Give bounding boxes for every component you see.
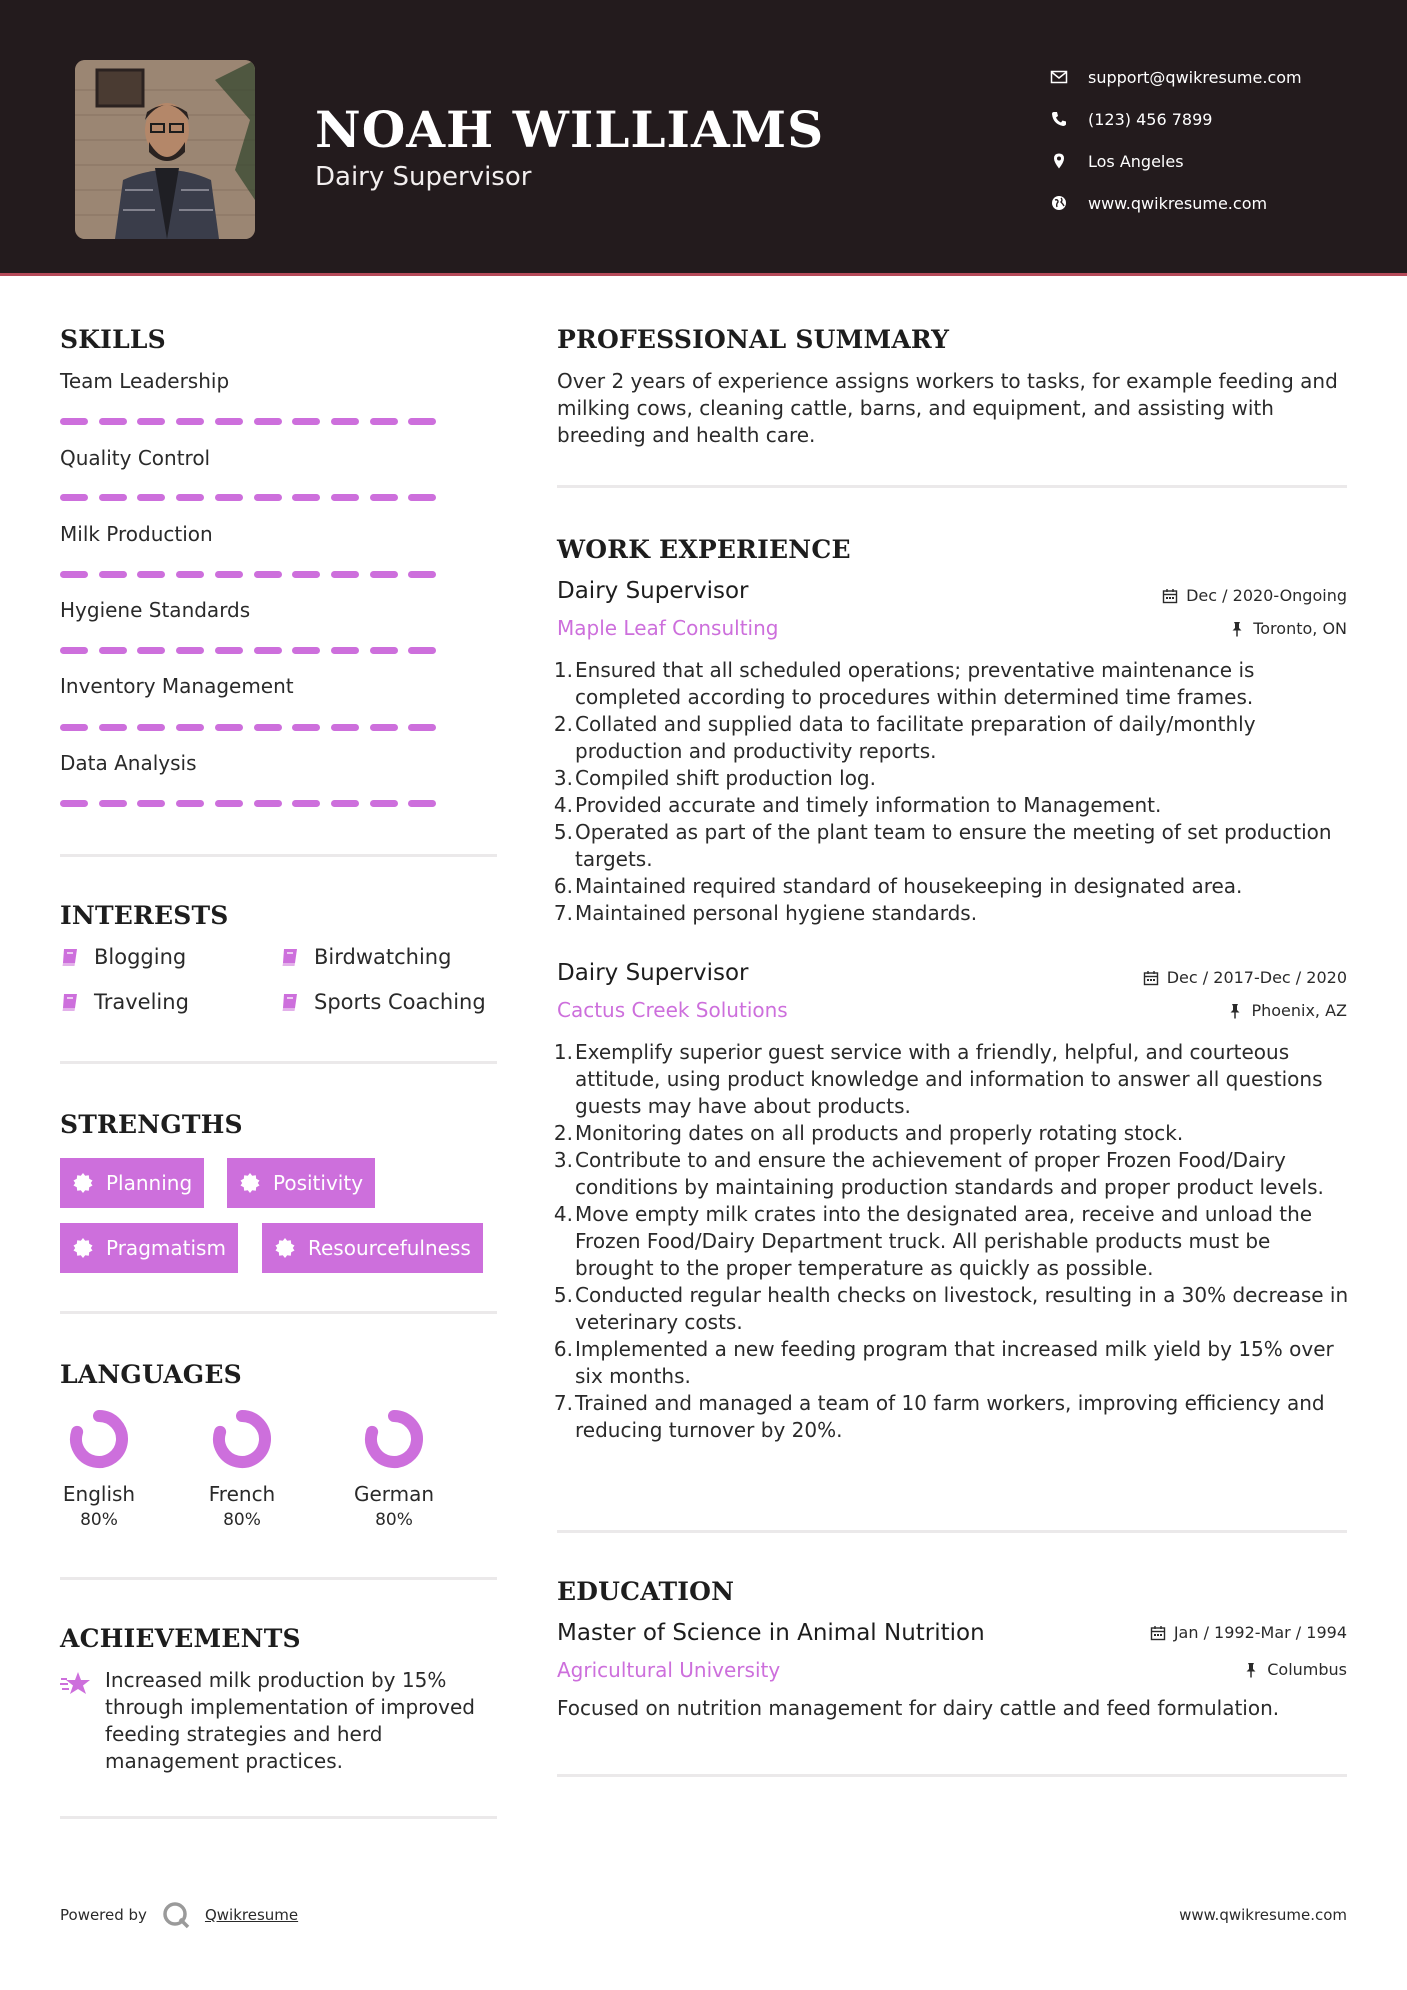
language-level-arc	[76, 1416, 122, 1462]
skill-rating-dash	[176, 494, 204, 501]
skill-rating-dash	[331, 724, 359, 731]
skill-rating-dash	[254, 647, 282, 654]
badge-icon	[239, 1172, 261, 1194]
job-location-text: Phoenix, AZ	[1251, 1001, 1347, 1020]
map-pin-icon	[1050, 152, 1068, 170]
skill-rating-dash	[370, 647, 398, 654]
interest-label: Sports Coaching	[314, 990, 486, 1014]
job-bullets	[553, 657, 1352, 927]
skill-rating-dash	[215, 724, 243, 731]
interest-item	[280, 990, 486, 1014]
education-description: Focused on nutrition management for dairy cattle and feed formulation.	[557, 1696, 1280, 1720]
job-bullet-text: Trained and managed a team of 10 farm workers, improving efficiency and reducing turnover by 20%.	[575, 1391, 1325, 1442]
interest-item	[60, 945, 186, 969]
skill-rating-dash	[292, 724, 320, 731]
language-item	[39, 1404, 159, 1530]
contact-location	[1050, 140, 1302, 182]
skill-rating-dash	[215, 571, 243, 578]
book-icon	[280, 947, 300, 967]
interest-item	[60, 990, 189, 1014]
skill-rating-bar	[60, 418, 440, 425]
calendar-icon	[1143, 970, 1159, 986]
skill-rating-dash	[254, 571, 282, 578]
skill-rating-bar	[60, 800, 440, 807]
skill-rating-dash	[99, 800, 127, 807]
strength-tag	[227, 1158, 375, 1208]
language-item	[182, 1404, 302, 1530]
company-name: Cactus Creek Solutions	[557, 998, 788, 1022]
job-bullet-text: Conducted regular health checks on livestock, resulting in a 30% decrease in veterinary costs.	[575, 1283, 1349, 1334]
language-name: German	[353, 1482, 435, 1506]
skill-rating-dash	[408, 724, 436, 731]
badge-icon	[72, 1237, 94, 1259]
contact-email[interactable]	[1050, 56, 1302, 98]
skill-rating-dash	[292, 494, 320, 501]
skill-rating-dash	[99, 418, 127, 425]
language-level-ring	[207, 1404, 277, 1474]
skill-rating-dash	[331, 571, 359, 578]
skill-rating-bar	[60, 647, 440, 654]
resume-header	[0, 0, 1407, 276]
section-divider	[557, 485, 1347, 488]
skill-rating-dash	[215, 647, 243, 654]
skill-rating-dash	[408, 571, 436, 578]
contact-phone-text: (123) 456 7899	[1088, 109, 1213, 129]
section-divider	[60, 1061, 497, 1064]
job-bullet: 3. Contribute to and ensure the achievement of proper Frozen Food/Dairy conditions by maintaining production standards and proper product levels.	[553, 1148, 1324, 1199]
strength-label: Planning	[106, 1171, 193, 1195]
calendar-icon	[1162, 588, 1178, 604]
pushpin-icon	[1243, 1662, 1259, 1678]
section-divider	[60, 1816, 497, 1819]
skill-name: Team Leadership	[60, 369, 230, 393]
education-location	[1243, 1660, 1347, 1679]
skill-name: Inventory Management	[60, 674, 294, 698]
envelope-icon	[1050, 68, 1068, 86]
section-divider	[60, 1577, 497, 1580]
skill-rating-dash	[137, 494, 165, 501]
skill-rating-dash	[254, 800, 282, 807]
section-divider	[60, 854, 497, 857]
badge-icon	[72, 1172, 94, 1194]
job-bullet-text: Exemplify superior guest service with a friendly, helpful, and courteous attitude, using product knowledge and information to answer all questions guests may have about products.	[575, 1040, 1323, 1118]
contact-email-text: support@qwikresume.com	[1088, 67, 1302, 87]
skill-rating-dash	[292, 571, 320, 578]
skill-rating-dash	[215, 418, 243, 425]
section-divider	[60, 1311, 497, 1314]
interests-heading: INTERESTS	[60, 901, 229, 930]
skill-rating-dash	[254, 724, 282, 731]
skill-rating-dash	[292, 418, 320, 425]
interest-item	[280, 945, 451, 969]
job-bullet: 1. Ensured that all scheduled operations; preventative maintenance is completed according to procedures within determined time frames.	[553, 658, 1255, 709]
skill-rating-dash	[137, 571, 165, 578]
job-bullet: 7. Trained and managed a team of 10 farm workers, improving efficiency and reducing turnover by 20%.	[553, 1391, 1325, 1442]
skill-rating-dash	[331, 647, 359, 654]
skill-rating-dash	[370, 571, 398, 578]
job-bullet-text: Implemented a new feeding program that increased milk yield by 15% over six months.	[575, 1337, 1334, 1388]
skill-rating-dash	[254, 494, 282, 501]
language-level-ring	[359, 1404, 429, 1474]
job-title: Dairy Supervisor	[557, 960, 749, 986]
job-bullet: 2. Monitoring dates on all products and properly rotating stock.	[553, 1121, 1184, 1145]
qwikresume-logo-icon	[161, 1900, 191, 1930]
job-bullets	[553, 1039, 1352, 1444]
book-icon	[280, 992, 300, 1012]
language-level-arc	[371, 1416, 417, 1462]
strengths-heading: STRENGTHS	[60, 1110, 243, 1139]
skill-rating-dash	[176, 571, 204, 578]
profile-photo	[75, 60, 255, 239]
skill-rating-dash	[408, 800, 436, 807]
language-name: French	[208, 1482, 276, 1506]
job-bullet-text: Maintained required standard of housekeeping in designated area.	[575, 874, 1243, 898]
skills-heading: SKILLS	[60, 325, 166, 354]
education-heading: EDUCATION	[557, 1577, 735, 1606]
summary-text: Over 2 years of experience assigns workers to tasks, for example feeding and milking cows, cleaning cattle, barns, and equipment, and assisting with breeding and health care.	[557, 369, 1338, 447]
contact-phone[interactable]	[1050, 98, 1302, 140]
job-bullet-text: Compiled shift production log.	[575, 766, 876, 790]
skill-rating-dash	[99, 647, 127, 654]
skill-rating-dash	[99, 571, 127, 578]
education-location-text: Columbus	[1267, 1660, 1347, 1679]
job-dates-text: Dec / 2017-Dec / 2020	[1166, 968, 1347, 987]
section-divider	[557, 1774, 1347, 1777]
strength-label: Positivity	[273, 1171, 364, 1195]
job-bullet-text: Provided accurate and timely information to Management.	[575, 793, 1162, 817]
language-item	[334, 1404, 454, 1530]
powered-by	[60, 1900, 298, 1930]
skill-rating-dash	[408, 418, 436, 425]
strength-label: Resourcefulness	[308, 1236, 471, 1260]
job-bullet: 4. Move empty milk crates into the designated area, receive and unload the Frozen Food/Dairy Department truck. All perishable products must be brought to the proper temperature as quickly as possible.	[553, 1202, 1313, 1280]
job-bullet-text: Move empty milk crates into the designated area, receive and unload the Frozen Food/Dairy Department truck. All perishable products must be brought to the proper temperature as quickly as possible.	[575, 1202, 1313, 1280]
footer-website-link[interactable]: www.qwikresume.com	[1179, 1906, 1347, 1924]
skill-rating-dash	[99, 724, 127, 731]
skill-rating-dash	[215, 494, 243, 501]
strength-tag	[60, 1158, 204, 1208]
achievements-heading: ACHIEVEMENTS	[60, 1624, 301, 1653]
calendar-icon	[1150, 1625, 1166, 1641]
job-bullet-text: Operated as part of the plant team to ensure the meeting of set production targets.	[575, 820, 1332, 871]
language-level-ring	[64, 1404, 134, 1474]
skill-rating-bar	[60, 494, 440, 501]
job-bullet: 7. Maintained personal hygiene standards.	[553, 901, 978, 925]
skill-rating-dash	[137, 418, 165, 425]
language-level-arc	[219, 1416, 265, 1462]
skill-rating-dash	[137, 647, 165, 654]
job-bullet-text: Maintained personal hygiene standards.	[575, 901, 978, 925]
language-name: English	[62, 1482, 136, 1506]
skill-rating-dash	[60, 494, 88, 501]
skill-name: Milk Production	[60, 522, 213, 546]
skill-rating-dash	[331, 418, 359, 425]
job-dates	[1143, 968, 1347, 987]
summary-heading: PROFESSIONAL SUMMARY	[557, 325, 950, 354]
skill-rating-dash	[370, 724, 398, 731]
contact-location-text: Los Angeles	[1088, 151, 1184, 171]
job-bullet: 6. Implemented a new feeding program that increased milk yield by 15% over six months.	[553, 1337, 1334, 1388]
skill-rating-dash	[215, 800, 243, 807]
job-bullet-text: Contribute to and ensure the achievement of proper Frozen Food/Dairy conditions by maintaining production standards and proper product levels.	[575, 1148, 1324, 1199]
job-dates-text: Dec / 2020-Ongoing	[1186, 586, 1347, 605]
skill-rating-dash	[60, 418, 88, 425]
skill-rating-dash	[137, 800, 165, 807]
book-icon	[60, 992, 80, 1012]
skill-name: Hygiene Standards	[60, 598, 251, 622]
skill-rating-dash	[176, 800, 204, 807]
skill-rating-dash	[254, 418, 282, 425]
education-dates-text: Jan / 1992-Mar / 1994	[1173, 1623, 1347, 1642]
candidate-title: Dairy Supervisor	[315, 162, 532, 192]
skill-rating-dash	[60, 724, 88, 731]
skill-rating-dash	[99, 494, 127, 501]
contact-website-text: www.qwikresume.com	[1088, 193, 1268, 213]
skill-rating-dash	[408, 647, 436, 654]
job-bullet: 3. Compiled shift production log.	[553, 766, 876, 790]
experience-heading: WORK EXPERIENCE	[557, 535, 851, 564]
skill-rating-dash	[292, 800, 320, 807]
skill-rating-dash	[408, 494, 436, 501]
language-level: 80%	[223, 1510, 261, 1530]
skill-rating-dash	[176, 647, 204, 654]
language-level: 80%	[375, 1510, 413, 1530]
school-name: Agricultural University	[557, 1658, 781, 1682]
job-title: Dairy Supervisor	[557, 578, 749, 604]
book-icon	[60, 947, 80, 967]
powered-by-label: Powered by	[60, 1906, 147, 1924]
contact-list	[1050, 56, 1302, 224]
globe-icon	[1050, 194, 1068, 212]
job-location-text: Toronto, ON	[1253, 619, 1347, 638]
job-bullet: 6. Maintained required standard of housekeeping in designated area.	[553, 874, 1243, 898]
skill-rating-dash	[370, 418, 398, 425]
education-dates	[1150, 1623, 1347, 1642]
achievement-text: Increased milk production by 15% through implementation of improved feeding strategies and herd management practices.	[105, 1668, 475, 1773]
job-bullet: 4. Provided accurate and timely information to Management.	[553, 793, 1162, 817]
job-bullet-text: Ensured that all scheduled operations; preventative maintenance is completed according to procedures within determined time frames.	[575, 658, 1255, 709]
skill-rating-dash	[60, 647, 88, 654]
language-level: 80%	[80, 1510, 118, 1530]
skill-rating-dash	[60, 571, 88, 578]
strength-tag	[262, 1223, 483, 1273]
skill-rating-dash	[292, 647, 320, 654]
skill-rating-dash	[370, 800, 398, 807]
interest-label: Blogging	[94, 945, 187, 969]
powered-by-brand-link[interactable]: Qwikresume	[204, 1906, 299, 1924]
interest-label: Traveling	[94, 990, 189, 1014]
phone-icon	[1050, 110, 1068, 128]
skill-rating-dash	[137, 724, 165, 731]
languages-heading: LANGUAGES	[60, 1360, 242, 1389]
skill-name: Data Analysis	[60, 751, 197, 775]
job-location	[1227, 1001, 1347, 1020]
contact-website[interactable]	[1050, 182, 1302, 224]
skill-rating-dash	[176, 418, 204, 425]
job-bullet: 5. Operated as part of the plant team to ensure the meeting of set production targets.	[553, 820, 1332, 871]
skill-name: Quality Control	[60, 446, 211, 470]
skill-rating-dash	[331, 800, 359, 807]
pushpin-icon	[1229, 621, 1245, 637]
strength-label: Pragmatism	[106, 1236, 226, 1260]
company-name: Maple Leaf Consulting	[557, 616, 779, 640]
degree-title: Master of Science in Animal Nutrition	[557, 1620, 985, 1646]
job-bullet-text: Monitoring dates on all products and properly rotating stock.	[575, 1121, 1184, 1145]
interest-label: Birdwatching	[314, 945, 452, 969]
pushpin-icon	[1227, 1003, 1243, 1019]
star-icon	[60, 1670, 92, 1698]
job-bullet: 1. Exemplify superior guest service with a friendly, helpful, and courteous attitude, using product knowledge and information to answer all questions guests may have about products.	[553, 1040, 1323, 1118]
strength-tag	[60, 1223, 238, 1273]
skill-rating-dash	[60, 800, 88, 807]
badge-icon	[274, 1237, 296, 1259]
job-dates	[1162, 586, 1347, 605]
skill-rating-dash	[176, 724, 204, 731]
candidate-name: NOAH WILLIAMS	[315, 100, 825, 159]
skill-rating-dash	[331, 494, 359, 501]
skill-rating-bar	[60, 724, 440, 731]
section-divider	[557, 1530, 1347, 1533]
job-bullet: 5. Conducted regular health checks on livestock, resulting in a 30% decrease in veterinary costs.	[553, 1283, 1349, 1334]
job-bullet: 2. Collated and supplied data to facilitate preparation of daily/monthly production and productivity reports.	[553, 712, 1256, 763]
skill-rating-bar	[60, 571, 440, 578]
job-location	[1229, 619, 1347, 638]
skill-rating-dash	[370, 494, 398, 501]
job-bullet-text: Collated and supplied data to facilitate preparation of daily/monthly production and productivity reports.	[575, 712, 1256, 763]
